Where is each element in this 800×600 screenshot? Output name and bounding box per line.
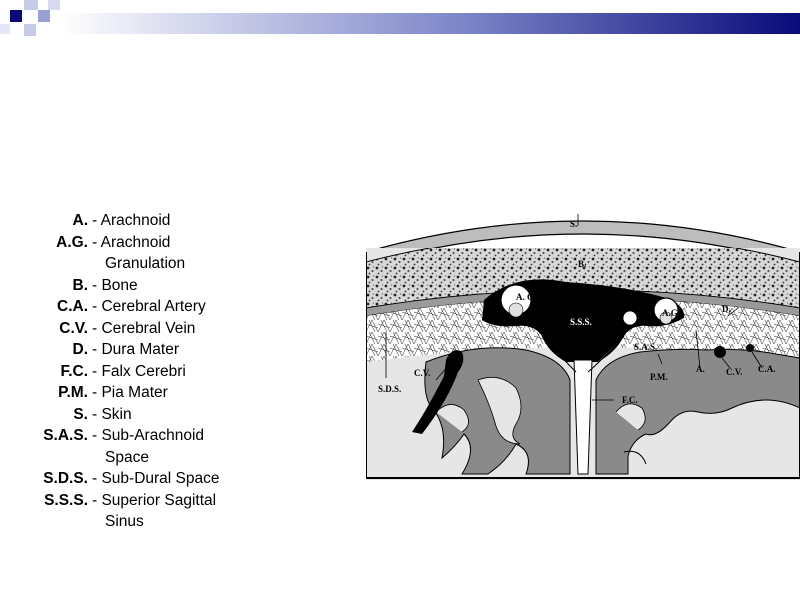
legend-item — [0, 339, 290, 361]
legend-term: C.V. — [59, 319, 88, 337]
legend-item — [0, 296, 290, 318]
title-banner — [0, 0, 800, 60]
label-arachnoid: A. — [696, 364, 705, 374]
legend-term: F.C. — [60, 362, 88, 380]
legend-item — [0, 382, 290, 404]
meninges-diagram — [366, 212, 800, 480]
legend-term: P.M. — [58, 384, 88, 401]
banner-gradient-bar — [60, 13, 800, 34]
legend-item — [0, 425, 290, 447]
banner-square-light — [24, 0, 38, 10]
legend-item — [0, 232, 290, 254]
legend-definition: - Bone — [92, 276, 138, 294]
legend-term: A.G. — [56, 233, 88, 251]
label-bone: B. — [578, 259, 587, 269]
legend-term: S.A.S. — [43, 427, 88, 444]
legend-item — [0, 404, 290, 426]
cerebral-artery — [746, 344, 754, 352]
legend-term: A. — [72, 212, 88, 229]
label-dura-mater: D. — [722, 304, 731, 314]
label-skin: S. — [570, 219, 578, 229]
legend-definition: - Sub-Arachnoid — [92, 427, 205, 444]
legend-definition: - Cerebral Artery — [92, 298, 206, 315]
legend-item — [0, 490, 290, 512]
label-arachnoid-granulation-left: A. G. — [516, 292, 537, 302]
legend-definition: - Falx Cerebri — [92, 362, 186, 380]
legend-term: S. — [73, 405, 88, 423]
legend-item — [0, 318, 290, 340]
legend-definition: - Skin — [92, 405, 132, 423]
legend-item — [0, 468, 290, 490]
banner-square-mid — [38, 10, 50, 22]
label-falx-cerebri: F.C. — [622, 395, 638, 405]
legend-item — [0, 275, 290, 297]
label-cerebral-vein-left: C.V. — [414, 368, 431, 378]
label-pia-mater: P.M. — [650, 372, 668, 382]
legend-definition-continued: Sinus — [105, 513, 144, 530]
legend-definition: - Superior Sagittal — [92, 491, 217, 509]
label-arachnoid-granulation-right: A.G. — [662, 308, 680, 318]
legend-term: D. — [72, 341, 88, 358]
label-superior-sagittal-sinus: S.S.S. — [570, 317, 592, 327]
legend-definition: - Sub-Dural Space — [92, 470, 220, 487]
legend-item — [0, 210, 290, 232]
legend-definition: - Arachnoid — [92, 212, 171, 229]
banner-square-light — [48, 0, 60, 10]
legend-item — [0, 361, 290, 383]
legend-term: S.D.S. — [43, 470, 88, 487]
legend-term: S.S.S. — [44, 491, 88, 509]
label-sub-arachnoid-space: S.A.S. — [634, 342, 658, 352]
legend-term: B. — [72, 276, 88, 294]
legend — [0, 210, 290, 533]
banner-square-light — [0, 24, 10, 34]
legend-definition: - Pia Mater — [92, 384, 168, 401]
legend-definition: - Dura Mater — [92, 341, 179, 358]
banner-square-dark — [10, 10, 22, 22]
cerebral-vein-right — [714, 346, 726, 358]
legend-definition: - Arachnoid — [92, 233, 171, 251]
banner-square-light — [24, 24, 36, 36]
label-sub-dural-space: S.D.S. — [378, 384, 402, 394]
label-cerebral-artery: C.A. — [758, 364, 776, 374]
label-cerebral-vein-right: C.V. — [726, 367, 743, 377]
legend-definition-continued: Space — [105, 448, 149, 466]
legend-definition: - Cerebral Vein — [92, 319, 196, 337]
legend-definition-continued: Granulation — [105, 255, 186, 272]
legend-term: C.A. — [57, 298, 88, 315]
